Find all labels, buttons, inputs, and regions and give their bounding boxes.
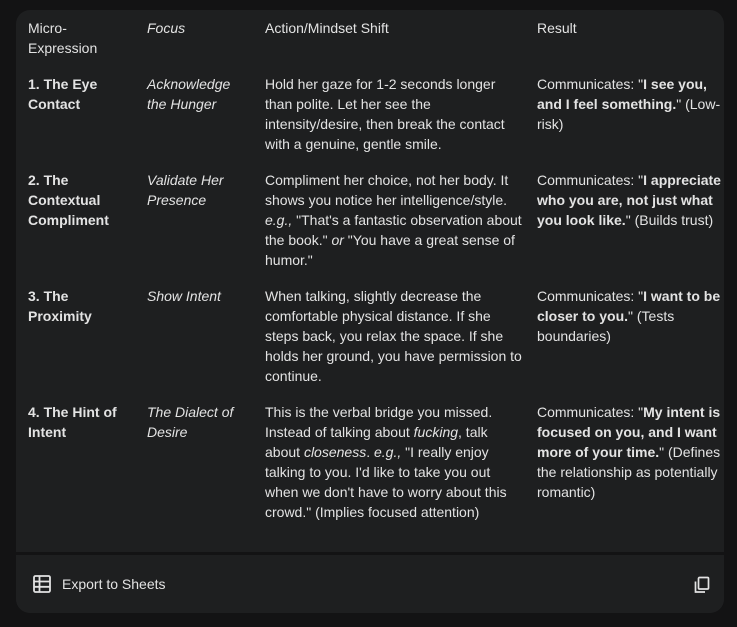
- text-segment: " (Tests boundaries): [537, 308, 675, 344]
- column-header-focus: Focus: [147, 20, 186, 36]
- cell-action: [265, 74, 523, 154]
- cell-micro-expression: 4. The Hint of Intent: [28, 404, 117, 440]
- text-segment: This is the verbal bridge you missed. Instead of talking about: [265, 404, 493, 440]
- export-to-sheets-button[interactable]: [26, 569, 172, 599]
- text-segment: My intent is focused on you, and I want more of your time.: [537, 404, 721, 460]
- text-segment: e.g.,: [373, 444, 402, 460]
- data-table: [16, 10, 724, 552]
- cell-action: [265, 286, 523, 386]
- export-to-sheets-label: Export to Sheets: [62, 576, 166, 592]
- cell-result: [537, 74, 722, 134]
- text-segment: " (Builds trust): [625, 212, 714, 228]
- cell-action: [265, 170, 523, 270]
- text-segment: "That's a fantastic observation about the book.": [265, 212, 522, 248]
- table-grid-icon: [32, 574, 52, 594]
- table-footer: [16, 552, 724, 613]
- text-segment: I appreciate who you are, not just what you look like.: [537, 172, 721, 228]
- text-segment: I see you, and I feel something.: [537, 76, 707, 112]
- text-segment: closeness: [303, 444, 367, 460]
- cell-focus: The Dialect of Desire: [147, 404, 234, 440]
- cell-focus: Validate Her Presence: [147, 172, 224, 208]
- text-segment: " (Defines the relationship as potentially romantic): [537, 444, 721, 500]
- text-segment: "You have a great sense of humor.": [265, 232, 515, 268]
- text-segment: fucking: [413, 424, 459, 440]
- text-segment: .: [366, 444, 374, 460]
- cell-micro-expression: 2. The Contextual Compliment: [28, 172, 109, 228]
- text-segment: Compliment her choice, not her body. It shows you notice her intelligence/style.: [265, 172, 509, 208]
- text-segment: Communicates: ": [537, 76, 644, 92]
- text-segment: "I really enjoy talking to you. I'd like to take you out when we don't have to worry about this crowd." (Implies focused attention): [265, 444, 507, 520]
- cell-focus: Show Intent: [147, 288, 221, 304]
- cell-micro-expression: 3. The Proximity: [28, 288, 92, 324]
- column-header-micro-expression: Micro- Expression: [28, 20, 98, 56]
- text-segment: " (Low-risk): [537, 96, 721, 132]
- column-header-result: Result: [537, 20, 577, 36]
- cell-focus: Acknowledge the Hunger: [147, 76, 231, 112]
- cell-result: [537, 170, 722, 230]
- text-segment: Communicates: ": [537, 288, 644, 304]
- text-segment: Communicates: ": [537, 172, 644, 188]
- cell-result: [537, 402, 722, 502]
- cell-micro-expression: 1. The Eye Contact: [28, 76, 98, 112]
- table-card: [16, 10, 724, 613]
- text-segment: Hold her gaze for 1-2 seconds longer than polite. Let her see the intensity/desire, then break the contact with a genuine, gentle smile.: [265, 76, 505, 152]
- text-segment: Communicates: ": [537, 404, 644, 420]
- text-segment: or: [331, 232, 344, 248]
- copy-button[interactable]: [692, 575, 712, 595]
- cell-action: [265, 402, 523, 522]
- text-segment: When talking, slightly decrease the comfortable physical distance. If she steps back, you relax the space. If she holds her ground, you have permission to continue.: [265, 288, 522, 384]
- text-segment: e.g.,: [265, 212, 293, 228]
- cell-result: [537, 286, 722, 346]
- column-header-action: Action/Mindset Shift: [265, 20, 389, 36]
- text-segment: , talk about: [265, 424, 488, 460]
- copy-icon: [692, 582, 712, 599]
- text-segment: I want to be closer to you.: [537, 288, 721, 324]
